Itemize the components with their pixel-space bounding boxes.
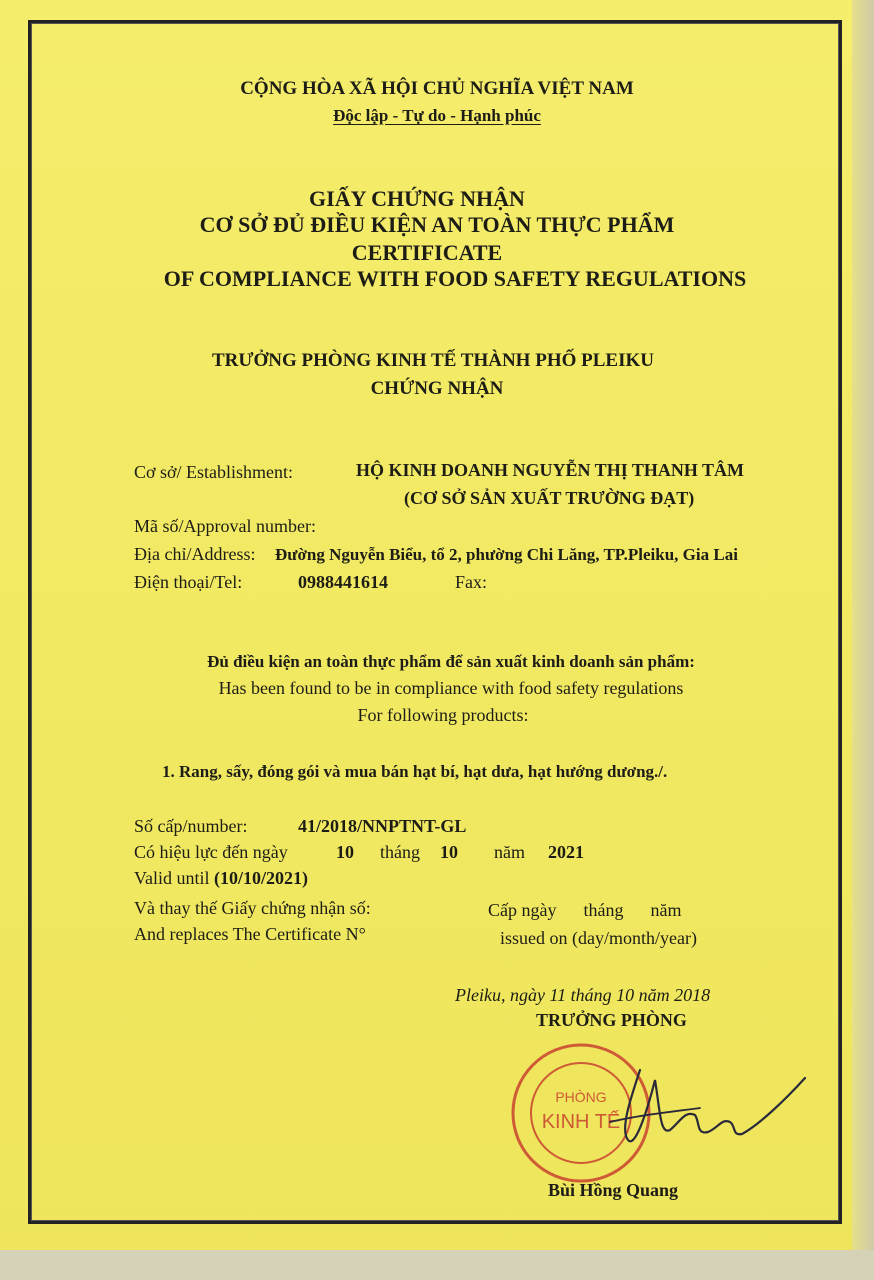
valid-until-label-vn: Có hiệu lực đến ngày (134, 842, 288, 862)
valid-year: 2021 (548, 842, 584, 862)
valid-until-label-en: Valid until (10/10/2021) (134, 868, 308, 888)
svg-text:KINH TẾ: KINH TẾ (541, 1111, 621, 1133)
valid-month: 10 (440, 842, 458, 862)
replaces-label-vn: Và thay thế Giấy chứng nhận số: (134, 898, 371, 918)
handwritten-signature (600, 1060, 810, 1160)
certifies-heading: CHỨNG NHẬN (370, 378, 504, 399)
product-item: 1. Rang, sấy, đóng gói và mua bán hạt bí, hạt dưa, hạt hướng dương./. (162, 762, 668, 781)
valid-day: 10 (336, 842, 354, 862)
certificate-number: 41/2018/NNPTNT-GL (298, 816, 467, 836)
address-label: Địa chỉ/Address: (134, 544, 256, 564)
approval-number-label: Mã số/Approval number: (134, 516, 316, 536)
establishment-name: HỘ KINH DOANH NGUYỄN THỊ THANH TÂM (356, 460, 745, 480)
issuing-office: TRƯỞNG PHÒNG KINH TẾ THÀNH PHỐ PLEIKU (212, 350, 654, 371)
valid-until-date: (10/10/2021) (214, 868, 308, 888)
title-en-line1: CERTIFICATE (351, 240, 503, 265)
signatory-name: Bùi Hồng Quang (548, 1180, 679, 1200)
background-edge (852, 0, 874, 1280)
month-label: tháng (380, 842, 420, 862)
title-en-line2: OF COMPLIANCE WITH FOOD SAFETY REGULATIONS (163, 266, 747, 291)
issued-on-label-vn: Cấp ngày tháng năm (488, 900, 682, 920)
year-label: năm (494, 842, 525, 862)
title-vn-line2: CƠ SỞ ĐỦ ĐIỀU KIỆN AN TOÀN THỰC PHẨM (199, 212, 675, 237)
establishment-label: Cơ sở/ Establishment: (134, 462, 294, 482)
compliance-statement-en: Has been found to be in compliance with food safety regulations (218, 678, 684, 698)
replaces-label-en: And replaces The Certificate N° (134, 924, 366, 944)
svg-text:PHÒNG: PHÒNG (555, 1089, 607, 1105)
national-motto: Độc lập - Tự do - Hạnh phúc (333, 106, 541, 125)
issued-on-label-en: issued on (day/month/year) (500, 928, 697, 948)
fax-label: Fax: (455, 572, 488, 592)
compliance-statement-vn: Đủ điều kiện an toàn thực phẩm để sản xuất kinh doanh sản phẩm: (207, 652, 695, 671)
tel-value: 0988441614 (298, 572, 388, 592)
products-heading: For following products: (357, 705, 529, 725)
address-value: Đường Nguyễn Biểu, tổ 2, phường Chi Lăng, TP.Pleiku, Gia Lai (275, 545, 738, 564)
number-label: Số cấp/number: (134, 816, 248, 836)
republic-heading: CỘNG HÒA XÃ HỘI CHỦ NGHĨA VIỆT NAM (240, 78, 634, 99)
signatory-title: TRƯỞNG PHÒNG (536, 1010, 687, 1030)
establishment-subname: (CƠ SỞ SẢN XUẤT TRƯỜNG ĐẠT) (404, 488, 695, 508)
title-vn-line1: GIẤY CHỨNG NHẬN (309, 186, 525, 211)
tel-label: Điện thoại/Tel: (134, 572, 243, 592)
place-and-date: Pleiku, ngày 11 tháng 10 năm 2018 (455, 985, 711, 1005)
background-edge (0, 1250, 874, 1280)
